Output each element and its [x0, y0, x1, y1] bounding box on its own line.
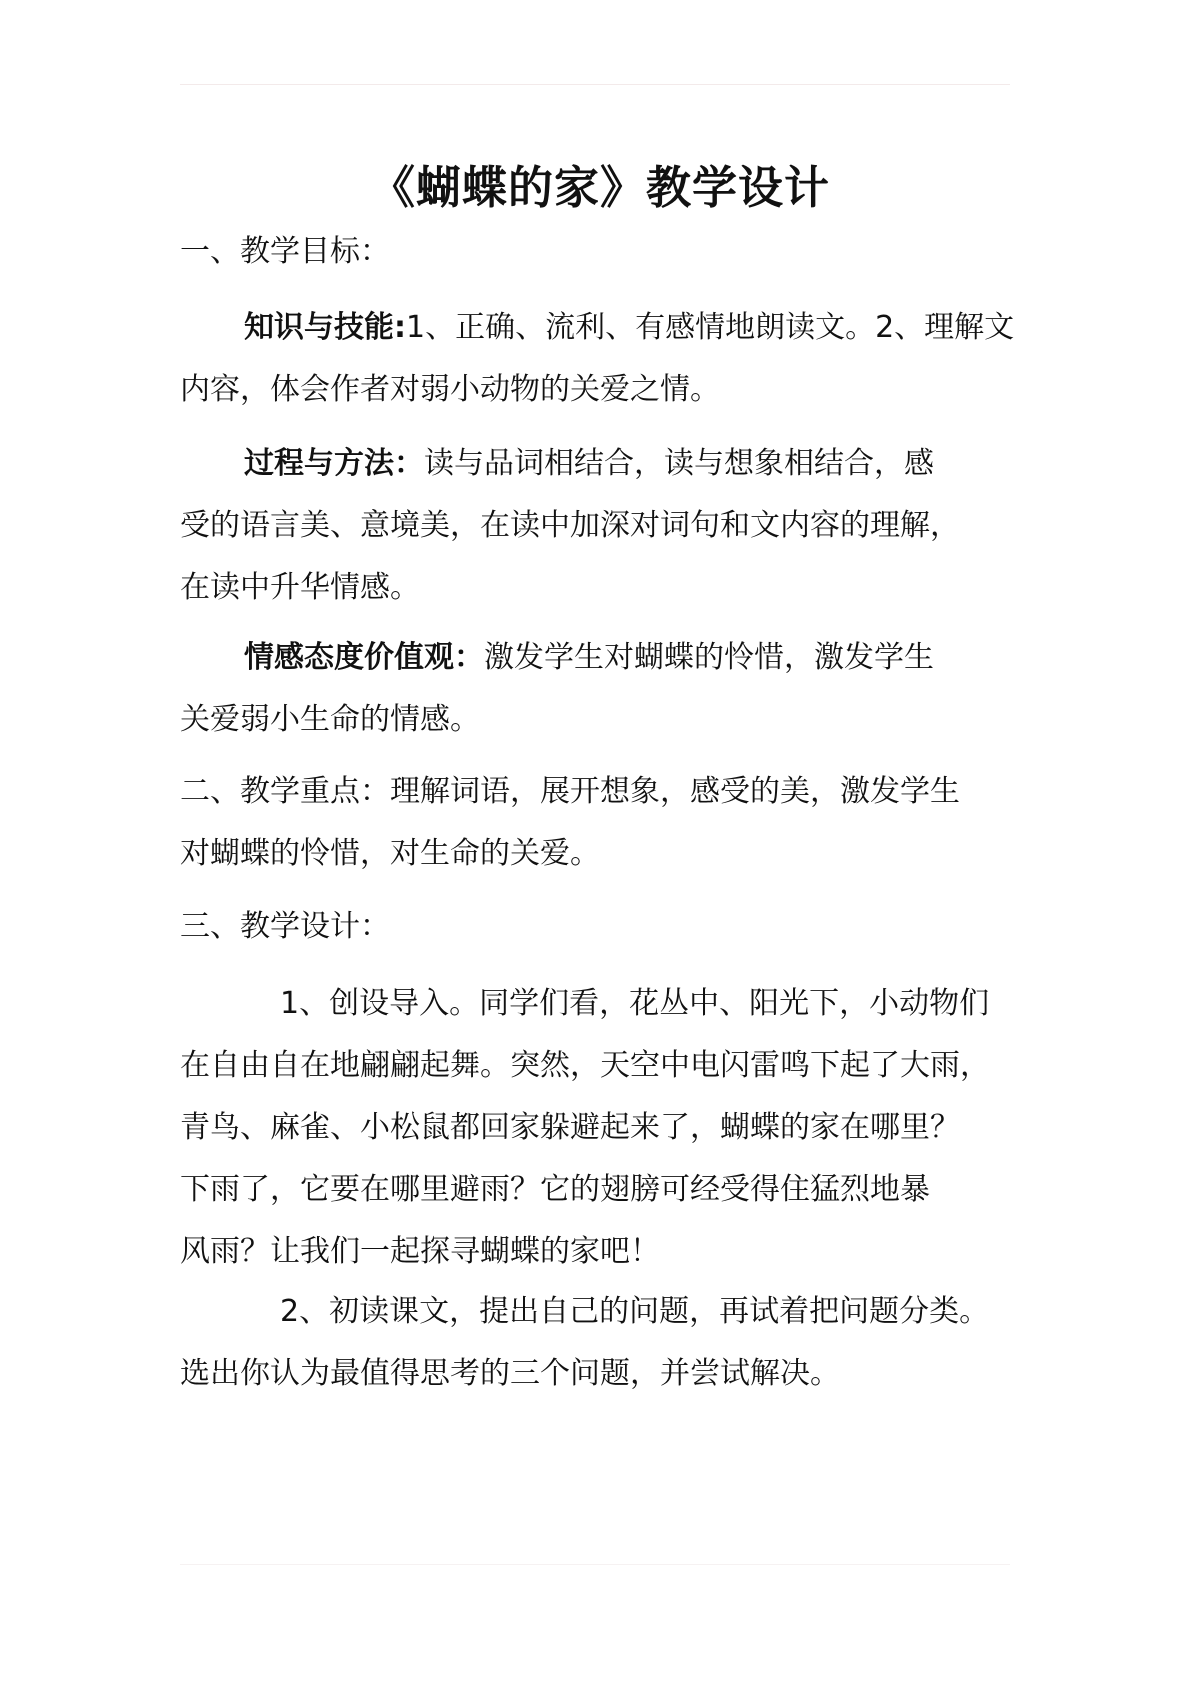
section2-line-2: 对蝴蝶的怜惜，对生命的关爱。	[180, 836, 600, 871]
header-rule	[180, 84, 1010, 85]
knowledge-line-2: 内容，体会作者对弱小动物的关爱之情。	[180, 372, 720, 407]
process-line-1	[180, 433, 1020, 495]
process-line-3: 在读中升华情感。	[180, 570, 420, 605]
emotion-line-2: 关爱弱小生命的情感。	[180, 702, 480, 737]
emotion-line-1	[180, 627, 1020, 689]
process-line-2: 受的语言美、意境美，在读中加深对词句和文内容的理解，	[180, 508, 960, 543]
section3-heading: 三、教学设计：	[180, 909, 390, 944]
knowledge-line-1	[180, 297, 1020, 359]
knowledge-skills-paragraph	[180, 297, 1020, 421]
knowledge-text-1: 1、正确、流利、有感情地朗读文。2、理解文	[406, 310, 1015, 345]
step1-paragraph	[180, 973, 1020, 1283]
knowledge-label: 知识与技能:	[244, 310, 406, 345]
emotion-text-1: 激发学生对蝴蝶的怜惜，激发学生	[484, 640, 934, 675]
section2-paragraph	[180, 761, 1020, 885]
process-text-1: 读与品词相结合，读与想象相结合，感	[424, 446, 934, 481]
emotion-values-paragraph	[180, 627, 1020, 751]
step1-line-2: 在自由自在地翩翩起舞。突然，天空中电闪雷鸣下起了大雨，	[180, 1048, 990, 1083]
step1-line-1: 1、创设导入。同学们看，花丛中、阳光下，小动物们	[280, 986, 990, 1021]
section1-heading: 一、教学目标：	[180, 234, 390, 269]
step1-line-4: 下雨了，它要在哪里避雨？它的翅膀可经受得住猛烈地暴	[180, 1172, 930, 1207]
step1-line-3: 青鸟、麻雀、小松鼠都回家躲避起来了，蝴蝶的家在哪里？	[180, 1110, 960, 1145]
step2-line-2: 选出你认为最值得思考的三个问题，并尝试解决。	[180, 1356, 840, 1391]
step2-line-1: 2、初读课文，提出自己的问题，再试着把问题分类。	[280, 1294, 990, 1329]
process-method-paragraph	[180, 433, 1020, 619]
emotion-label: 情感态度价值观：	[244, 640, 484, 675]
document-title: 《蝴蝶的家》教学设计	[369, 161, 830, 214]
step1-line-5: 风雨？让我们一起探寻蝴蝶的家吧！	[180, 1234, 660, 1269]
process-label: 过程与方法：	[244, 446, 424, 481]
footer-rule	[180, 1564, 1010, 1565]
step2-paragraph	[180, 1281, 1020, 1405]
section2-line-1: 二、教学重点：理解词语，展开想象，感受的美，激发学生	[180, 774, 960, 809]
